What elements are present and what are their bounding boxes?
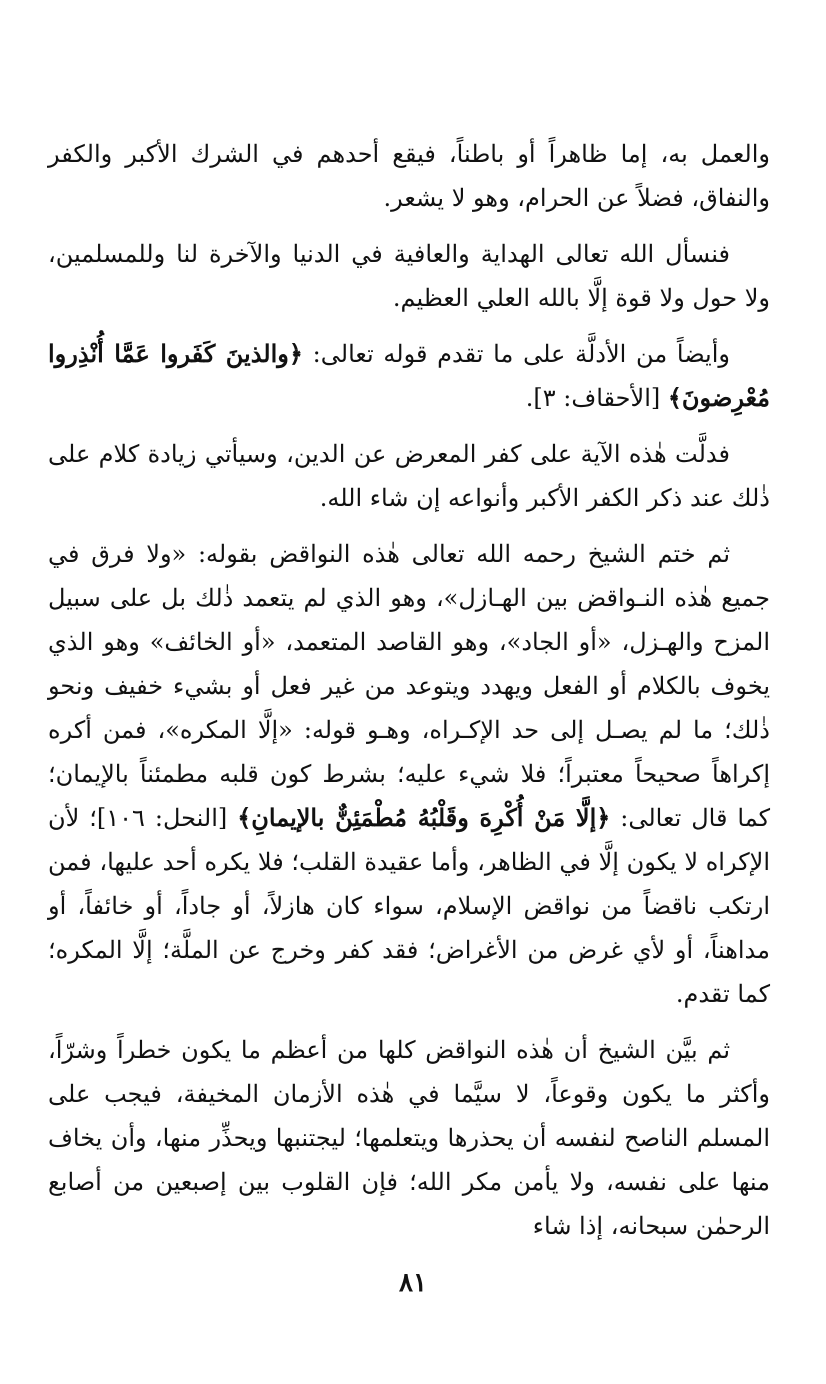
paragraph-5-text-b: [النحل: ١٠٦]؛ لأن الإكراه لا يكون إلَّا في الظاهر، وأما عقيدة القلب؛ فلا يكره أحد عليها، فمن ارتكب ناقضاً من نواقض الإسلام، سواء كان هازلاً، أو جاداً، أو خائفاً، أو مداهناً، أو لأي غرض من الأغراض؛ فقد كفر وخرج عن الملَّة؛ إلَّا المكره؛ كما تقدم. [48,804,770,1008]
paragraph-1-text: والعمل به، إما ظاهراً أو باطناً، فيقع أحدهم في الشرك الأكبر والكفر والنفاق، فضلاً عن الحرام، وهو لا يشعر. [48,140,770,212]
paragraph-3 [48,332,770,420]
quran-verse-nahl: ﴿إلَّا مَنْ أُكْرِهَ وقَلْبُهُ مُطْمَئِنٌّ بالإيمانِ﴾ [237,803,611,832]
paragraph-4-text: فدلَّت هٰذه الآية على كفر المعرض عن الدين، وسيأتي زيادة كلام على ذٰلك عند ذكر الكفر الأكبر وأنواعه إن شاء الله. [48,440,770,512]
paragraph-2-text: فنسأل الله تعالى الهداية والعافية في الدنيا والآخرة لنا وللمسلمين، ولا حول ولا قوة إلَّا بالله العلي العظيم. [48,240,770,312]
paragraph-3-reference: [الأحقاف: ٣]. [525,384,668,412]
paragraph-5 [48,532,770,1016]
paragraph-4 [48,432,770,520]
paragraph-5-text-a: ثم ختم الشيخ رحمه الله تعالى هٰذه النواقض بقوله: «ولا فرق في جميع هٰذه النـواقض بين الهـازل»، وهو الذي لم يتعمد ذٰلك بل على سبيل المزح والهـزل، «أو الجاد»، وهو القاصد المتعمد، «أو الخائف» وهو الذي يخوف بالكلام أو الفعل ويهدد ويتوعد من غير فعل أو بشيء خفيف ونحو ذٰلك؛ ما لم يصـل إلى حد الإكـراه، وهـو قوله: «إلَّا المكره»، فمن أكره إكراهاً صحيحاً معتبراً؛ فلا شيء عليه؛ بشرط كون قلبه مطمئناً بالإيمان؛ كما قال تعالى: [48,540,770,832]
quran-verse-ahqaf: ﴿والذينَ كَفَروا عَمَّا أُنْذِروا مُعْرِضونَ﴾ [48,339,770,412]
paragraph-6-text: ثم بيَّن الشيخ أن هٰذه النواقض كلها من أعظم ما يكون خطراً وشرّاً، وأكثر ما يكون وقوعاً، لا سيَّما في هٰذه الأزمان المخيفة، فيجب على المسلم الناصح لنفسه أن يحذرها ويتعلمها؛ ليجتنبها ويحذِّر منها، وأن يخاف منها على نفسه، ولا يأمن مكر الله؛ فإن القلوب بين إصبعين من أصابع الرحمٰن سبحانه، إذا شاء [48,1036,770,1240]
page-number: ٨١ [399,1268,427,1298]
body-text [48,132,770,1248]
paragraph-2 [48,232,770,320]
paragraph-6 [48,1028,770,1248]
paragraph-1 [48,132,770,220]
paragraph-3-text-a: وأيضاً من الأدلَّة على ما تقدم قوله تعالى: [302,340,730,368]
